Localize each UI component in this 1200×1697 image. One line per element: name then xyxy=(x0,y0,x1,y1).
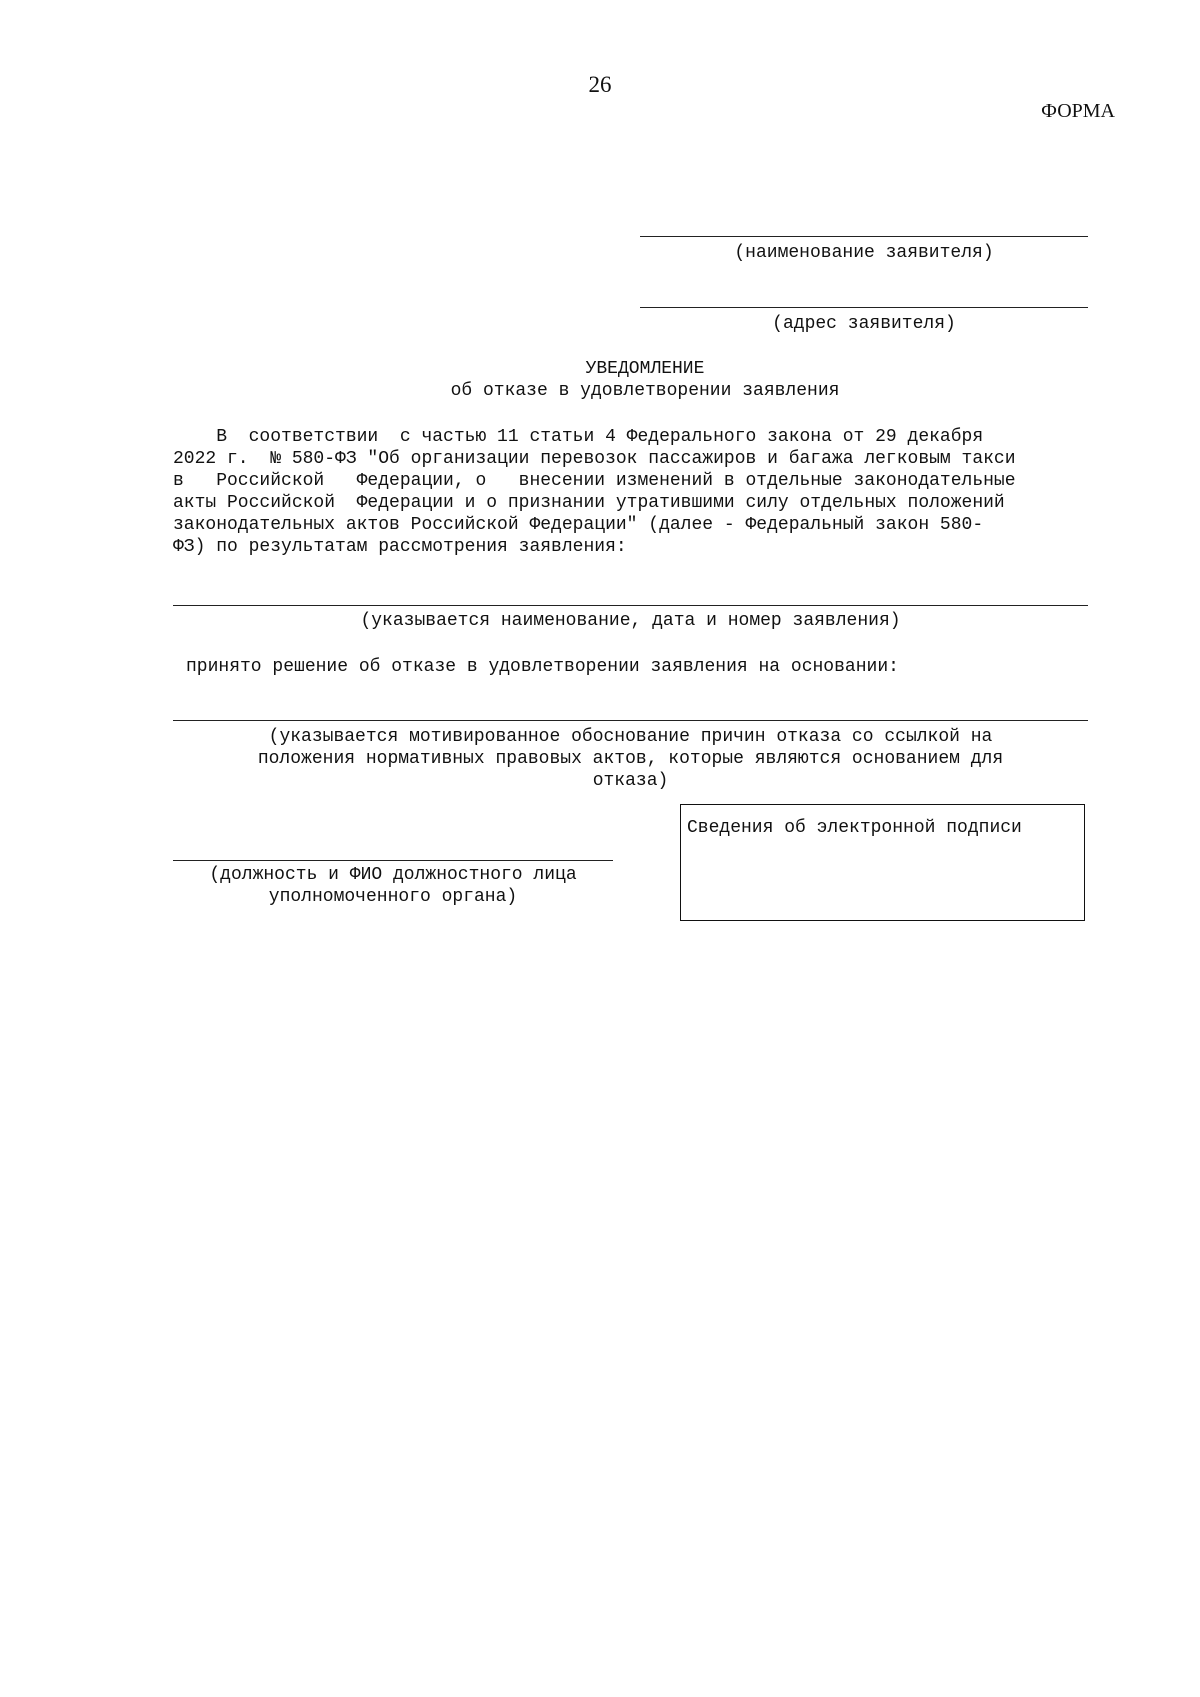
body-line: ФЗ) по результатам рассмотрения заявления: xyxy=(173,537,627,557)
notice-subtitle: об отказе в удовлетворении заявления xyxy=(450,381,840,401)
page-number: 26 xyxy=(588,72,612,97)
body-line: законодательных актов Российской Федерации" (далее - Федеральный закон 580- xyxy=(173,515,984,535)
electronic-signature-label: Сведения об электронной подписи xyxy=(687,818,1022,838)
form-label: ФОРМА xyxy=(1041,100,1115,122)
reason-caption-line2: положения нормативных правовых актов, которые являются основанием для xyxy=(257,749,1004,769)
body-paragraph xyxy=(173,426,1123,558)
body-line: в Российской Федерации, о внесении изменений в отдельные законодательные xyxy=(173,471,1016,491)
notice-title: УВЕДОМЛЕНИЕ xyxy=(585,359,705,379)
applicant-address-caption: (адрес заявителя) xyxy=(772,314,956,334)
application-caption: (указывается наименование, дата и номер заявления) xyxy=(360,611,901,631)
application-line xyxy=(173,605,1088,606)
official-signature-line xyxy=(173,860,613,861)
applicant-name-line xyxy=(640,236,1088,237)
official-caption-line2: уполномоченного органа) xyxy=(268,887,518,907)
electronic-signature-box xyxy=(680,804,1085,921)
official-caption-line1: (должность и ФИО должностного лица xyxy=(209,865,577,885)
applicant-name-caption: (наименование заявителя) xyxy=(734,243,994,263)
reason-line xyxy=(173,720,1088,721)
body-line: акты Российской Федерации и о признании утратившими силу отдельных положений xyxy=(173,493,1005,513)
reason-caption-line1: (указывается мотивированное обоснование причин отказа со ссылкой на xyxy=(268,727,993,747)
decision-text: принято решение об отказе в удовлетворении заявления на основании: xyxy=(186,657,899,677)
reason-caption-line3: отказа) xyxy=(592,771,669,791)
body-line: В соответствии с частью 11 статьи 4 Федерального закона от 29 декабря xyxy=(173,427,984,447)
body-line: 2022 г. № 580-ФЗ "Об организации перевозок пассажиров и багажа легковым такси xyxy=(173,449,1016,469)
applicant-address-line xyxy=(640,307,1088,308)
